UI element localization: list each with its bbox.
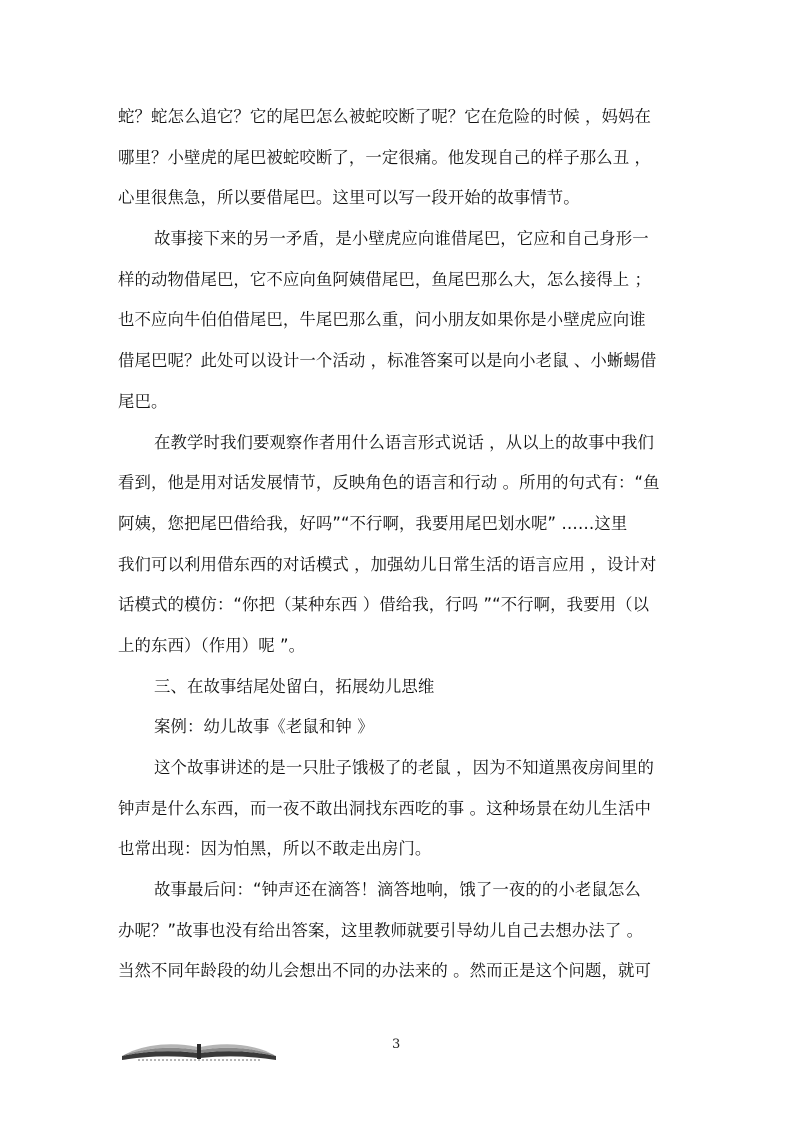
text-line: 故事接下来的另一矛盾，是小壁虎应向谁借尾巴，它应和自己身形一	[154, 229, 649, 249]
text-line: 三、在故事结尾处留白，拓展幼儿思维	[154, 676, 435, 696]
text-line: 当然不同年龄段的幼儿会想出不同的办法来的 。然而正是这个问题，就可	[118, 961, 652, 981]
text-line: 尾巴。	[118, 391, 168, 411]
text-line: 故事最后问：“钟声还在滴答！滴答地响，饿了一夜的的小老鼠怎么	[154, 880, 641, 900]
text-line: 心里很焦急，所以要借尾巴。这里可以写一段开始的故事情节。	[118, 188, 580, 208]
text-line: 看到，他是用对话发展情节，反映角色的语言和行动 。所用的句式有：“鱼	[118, 473, 660, 493]
text-line: 这个故事讲述的是一只肚子饿极了的老鼠 ，因为不知道黑夜房间里的	[154, 758, 655, 777]
text-line: 阿姨，您把尾巴借给我，好吗”“不行啊，我要用尾巴划水呢” ……这里	[118, 513, 628, 533]
text-line: 借尾巴呢？此处可以设计一个活动 ，标准答案可以是向小老鼠 、小蜥蜴借	[118, 351, 657, 371]
text-line: 我们可以利用借东西的对话模式 ，加强幼儿日常生活的语言应用 ，设计对	[118, 554, 657, 574]
text-line: 哪里？小壁虎的尾巴被蛇咬断了，一定很痛。他发现自己的样子那么丑 ，	[118, 147, 652, 167]
document-body	[118, 97, 678, 992]
page-number: 3	[392, 1037, 401, 1052]
text-line: 案例：幼儿故事《老鼠和钟 》	[154, 717, 374, 737]
text-line: 办呢？”故事也没有给出答案，这里教师就要引导幼儿自己去想办法了 。	[118, 920, 644, 940]
text-line: 话模式的模仿：“你把（某种东西 ）借给我，行吗 ”“不行啊，我要用（以	[118, 595, 650, 615]
open-book-icon	[118, 1030, 280, 1062]
text-line: 上的东西）（作用）呢 ”。	[118, 635, 306, 655]
text-line: 样的动物借尾巴，它不应向鱼阿姨借尾巴，鱼尾巴那么大，怎么接得上 ；	[118, 269, 652, 289]
text-line: 蛇？蛇怎么追它？它的尾巴怎么被蛇咬断了呢？它在危险的时候 ，妈妈在	[118, 107, 652, 126]
text-line: 也不应向牛伯伯借尾巴，牛尾巴那么重，问小朋友如果你是小壁虎应向谁	[118, 310, 646, 330]
text-line: 钟声是什么东西，而一夜不敢出洞找东西吃的事 。这种场景在幼儿生活中	[118, 798, 652, 818]
text-line: 在教学时我们要观察作者用什么语言形式说话 ，从以上的故事中我们	[154, 432, 655, 452]
text-line: 也常出现：因为怕黑，所以不敢走出房门。	[118, 839, 432, 859]
